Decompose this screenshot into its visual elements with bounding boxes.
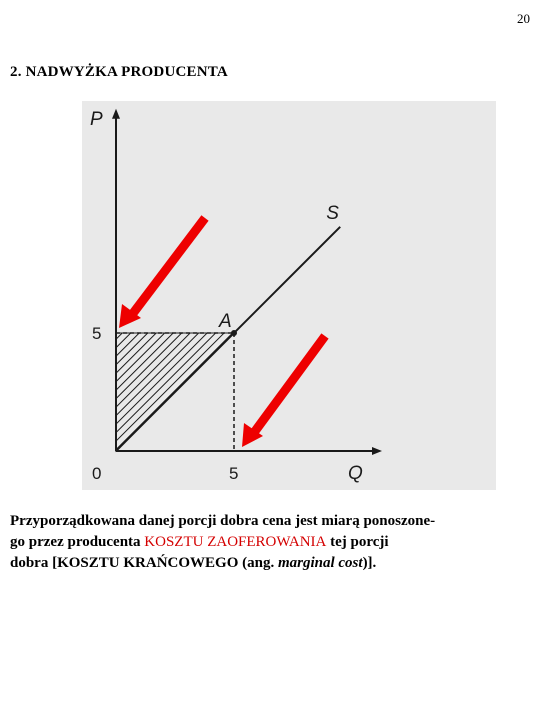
caption-text-part4: dobra [KOSZTU KRAŃCOWEGO (ang. bbox=[10, 555, 278, 571]
origin-label: 0 bbox=[92, 464, 102, 483]
caption-text-part2: go przez producenta bbox=[10, 534, 145, 550]
caption-term: marginal cost bbox=[277, 555, 363, 571]
price-tick-label: 5 bbox=[92, 324, 102, 343]
caption-text-line1: Przyporządkowana danej porcji dobra cena jest miarą ponoszone- bbox=[10, 513, 436, 529]
price-axis-label: P bbox=[90, 108, 103, 130]
equilibrium-point-label: A bbox=[219, 311, 232, 332]
page-number: 20 bbox=[517, 11, 530, 26]
equilibrium-point-marker bbox=[231, 330, 237, 336]
caption-text-part5: )]. bbox=[362, 555, 377, 571]
producer-surplus-diagram bbox=[82, 101, 496, 490]
quantity-axis-label: Q bbox=[348, 463, 363, 484]
section-heading: 2. NADWYŻKA PRODUCENTA bbox=[10, 64, 228, 80]
quantity-tick-label: 5 bbox=[229, 464, 239, 483]
caption-highlight: KOSZTU ZAOFEROWANIA bbox=[144, 534, 327, 550]
supply-curve-label: S bbox=[326, 202, 339, 224]
caption-paragraph bbox=[10, 511, 530, 574]
caption-text-part3: tej porcji bbox=[326, 534, 389, 550]
